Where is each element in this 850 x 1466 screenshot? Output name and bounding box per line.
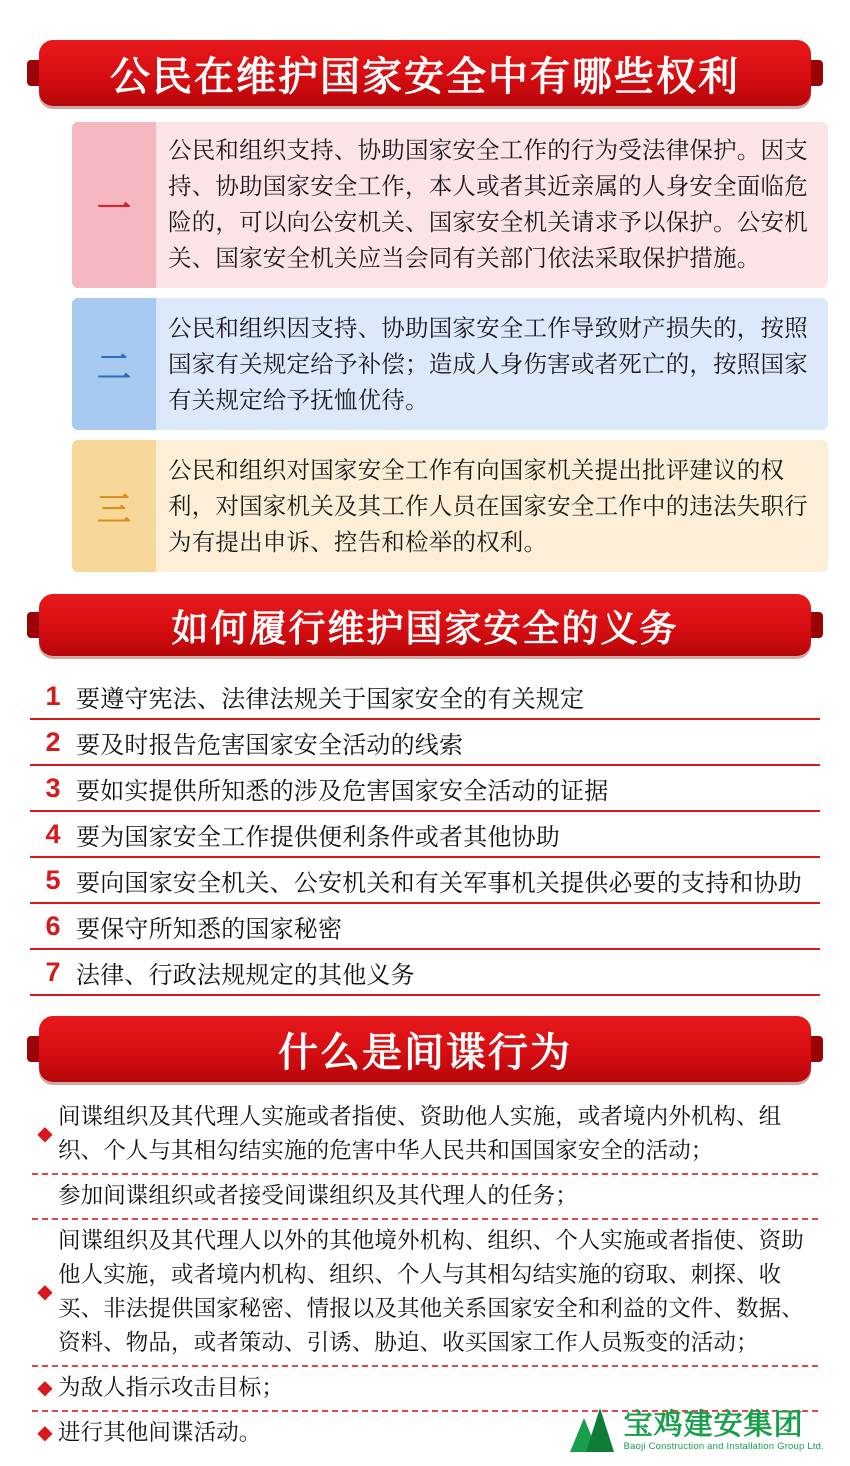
duty-item xyxy=(30,858,820,904)
duty-item-number: 1 xyxy=(45,680,61,711)
diamond-bullet-icon: ◆ xyxy=(37,1422,53,1444)
rights-heading: 公民在维护国家安全中有哪些权利 xyxy=(39,40,811,106)
spy-item xyxy=(32,1175,818,1220)
spy-item-text: 为敌人指示攻击目标； xyxy=(58,1375,285,1400)
logo-text-block xyxy=(624,1409,824,1452)
logo-company-name-en: Baoji Construction and Installation Group Ltd. xyxy=(623,1441,824,1452)
spy-item-text: 间谍组织及其代理人实施或者指使、资助他人实施，或者境内外机构、组织、个人与其相勾结实施的危害中华人民共和国国家安全的活动； xyxy=(58,1104,782,1163)
rights-item-1 xyxy=(72,122,828,288)
rights-item-3-number: 三 xyxy=(72,440,156,572)
spy-item xyxy=(32,1220,818,1367)
duty-item-text: 要及时报告危害国家安全活动的线索 xyxy=(76,731,464,759)
duty-item xyxy=(30,950,820,996)
logo-company-name-cn: 宝鸡建安集团 xyxy=(623,1409,804,1441)
duty-item-number: 2 xyxy=(45,726,61,757)
rights-item-3 xyxy=(72,440,828,572)
duty-item-text: 要保守所知悉的国家秘密 xyxy=(76,915,343,943)
duty-item-number: 7 xyxy=(45,956,61,987)
company-logo xyxy=(570,1408,824,1452)
duty-item-text: 要为国家安全工作提供便利条件或者其他协助 xyxy=(76,823,560,851)
duty-item-text: 法律、行政法规规定的其他义务 xyxy=(76,961,415,989)
duty-item-text: 要如实提供所知悉的涉及危害国家安全活动的证据 xyxy=(76,777,609,805)
duty-item-text: 要遵守宪法、法律法规关于国家安全的有关规定 xyxy=(76,685,585,713)
rights-item-2 xyxy=(72,298,828,430)
rights-item-1-number: 一 xyxy=(72,122,156,288)
diamond-bullet-icon: ◆ xyxy=(37,1281,53,1303)
spy-item-text: 间谍组织及其代理人以外的其他境外机构、组织、个人实施或者指使、资助他人实施，或者境内机构、组织、个人与其相勾结实施的窃取、刺探、收买、非法提供国家秘密、情报以及其他关系国家安全和利益的文件、数据、资料、物品，或者策动、引诱、胁迫、收买国家工作人员叛变的活动； xyxy=(58,1228,804,1355)
duty-item xyxy=(30,766,820,812)
spy-item xyxy=(32,1367,818,1412)
spy-heading: 什么是间谍行为 xyxy=(39,1016,811,1082)
duty-item xyxy=(30,904,820,950)
duty-item-number: 6 xyxy=(45,910,61,941)
duties-heading: 如何履行维护国家安全的义务 xyxy=(39,594,811,656)
diamond-bullet-icon: ◆ xyxy=(37,1377,53,1399)
rights-item-2-number: 二 xyxy=(72,298,156,430)
duty-item xyxy=(30,812,820,858)
poster-page xyxy=(0,40,850,1466)
rights-item-3-text: 公民和组织对国家安全工作有向国家机关提出批评建议的权利，对国家机关及其工作人员在国家安全工作中的违法失职行为有提出申诉、控告和检举的权利。 xyxy=(168,457,808,555)
spy-item-text: 参加间谍组织或者接受间谍组织及其代理人的任务； xyxy=(58,1183,578,1208)
spy-item xyxy=(32,1096,818,1175)
mountain-logo-icon xyxy=(570,1408,616,1452)
duty-item xyxy=(30,674,820,720)
duty-item-number: 4 xyxy=(45,818,61,849)
duty-item-text: 要向国家安全机关、公安机关和有关军事机关提供必要的支持和协助 xyxy=(76,869,802,897)
duty-item-number: 5 xyxy=(45,864,61,895)
rights-list xyxy=(22,122,828,572)
spy-item-text: 进行其他间谍活动。 xyxy=(58,1420,262,1445)
duty-item xyxy=(30,720,820,766)
spy-list xyxy=(22,1096,828,1455)
duty-item-number: 3 xyxy=(45,772,61,803)
rights-item-2-text: 公民和组织因支持、协助国家安全工作导致财产损失的，按照国家有关规定给予补偿；造成人身伤害或者死亡的，按照国家有关规定给予抚恤优待。 xyxy=(168,315,808,413)
diamond-bullet-icon: ◆ xyxy=(37,1123,53,1145)
duties-list xyxy=(22,674,828,996)
rights-item-1-text: 公民和组织支持、协助国家安全工作的行为受法律保护。因支持、协助国家安全工作，本人或者其近亲属的人身安全面临危险的，可以向公安机关、国家安全机关请求予以保护。公安机关、国家安全机关应当会同有关部门依法采取保护措施。 xyxy=(168,137,808,271)
